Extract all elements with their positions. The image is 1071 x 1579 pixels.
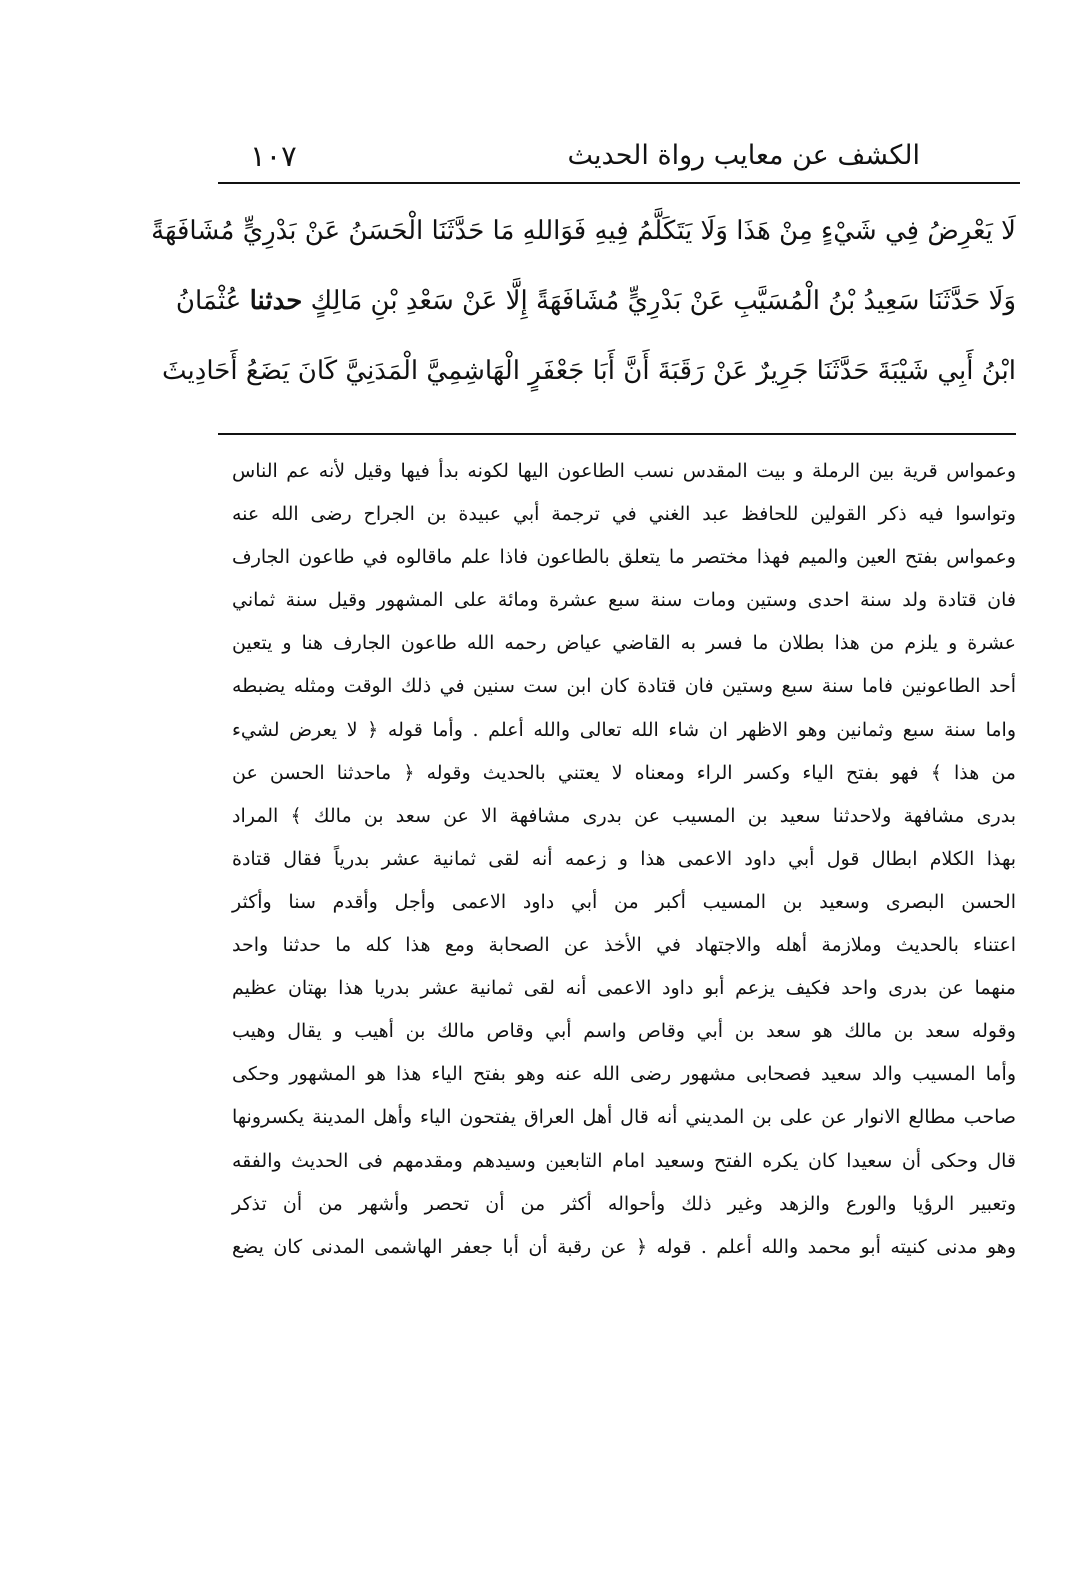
commentary-line: فان قتادة ولد سنة احدى وستين ومات سنة سبع عشرة ومائة على المشهور وقيل سنة ثماني	[232, 589, 1016, 612]
commentary-line: اعتناء بالحديث وملازمة أهله والاجتهاد في الأخذ عن الصحابة ومع هذا كله ما حدثنا واحد	[232, 934, 1016, 957]
commentary-line: بهذا الكلام ابطال قول أبي داود الاعمى هذا و زعمه أنه لقى ثمانية عشر بدرياً فقال قتادة	[232, 847, 1016, 870]
footnote-rule	[218, 433, 1016, 435]
page-header	[222, 136, 1020, 180]
hadith-line-tail: عُثْمَانُ	[175, 286, 242, 316]
commentary-line: واما سنة سبع وثمانين وهو الاظهر ان شاء الله تعالى والله أعلم . وأما قوله ﴿ لا يعرض لشيء	[232, 718, 1016, 741]
commentary-line: بدرى مشافهة ولاحدثنا سعيد بن المسيب عن بدرى مشافهة الا عن سعد بن مالك ﴾ المراد	[232, 804, 1016, 827]
commentary-line: منهما عن بدرى واحد فكيف يزعم أبو داود الاعمى أنه لقى ثمانية عشر بدريا هذا بهتان عظيم	[232, 977, 1016, 1000]
hadith-line	[151, 196, 1016, 266]
hadith-line-text: ابْنُ أَبِي شَيْبَةَ حَدَّثَنَا جَرِيرٌ عَنْ رَقَبَةَ أَنَّ أَبَا جَعْفَرٍ الْهَاشِمِيَّ الْمَدَنِيَّ كَانَ يَضَعُ أَحَادِيثَ	[162, 356, 1016, 386]
commentary-line: وتعبير الرؤيا والورع والزهد وغير ذلك وأحواله أكثر من أن تحصر وأشهر من أن تذكر	[232, 1192, 1016, 1215]
commentary-line: من هذا ﴾ فهو بفتح الياء وكسر الراء ومعناه لا يعتني بالحديث وقوله ﴿ ماحدثنا الحسن عن	[232, 761, 1016, 784]
hadith-text	[151, 196, 1016, 406]
commentary-line: الحسن البصرى وسعيد بن المسيب أكبر من أبي داود الاعمى وأجل وأقدم سنا وأكثر	[232, 890, 1016, 913]
commentary-line: وعمواس قرية بين الرملة و بيت المقدس نسب الطاعون اليها لكونه بدأ فيها وقيل لأنه عم الناس	[232, 460, 1016, 482]
page-number: ١٠٧	[250, 139, 297, 173]
commentary-line: وعمواس بفتح العين والميم فهذا مختصر ما يتعلق بالطاعون فاذا علم ماقالوه في طاعون الجارف	[232, 546, 1016, 569]
commentary-line: وهو مدنى كنيته أبو محمد والله أعلم . قوله ﴿ عن رقبة أن أبا جعفر الهاشمى المدنى كان يضع	[232, 1235, 1016, 1258]
hadith-line	[175, 266, 1016, 336]
header-rule	[218, 182, 1020, 184]
commentary-line: عشرة و يلزم من هذا بطلان ما فسر به القاضي عياض رحمه الله طاعون الجارف هنا و يتعين	[232, 632, 1016, 655]
hadith-line	[162, 336, 1016, 406]
commentary-line: صاحب مطالع الانوار عن على بن المديني أنه قال أهل العراق يفتحون الياء وأهل المدينة يكسرونها	[232, 1106, 1016, 1129]
running-title: الكشف عن معايب رواة الحديث	[567, 140, 920, 171]
commentary-line: وقوله سعد بن مالك هو سعد بن أبي وقاص واسم أبي وقاص مالك بن أهيب و يقال وهيب	[232, 1020, 1016, 1043]
commentary-line: أحد الطاعونين فاما سنة سبع وستين فان قتادة كان ابن ست سنين في ذلك الوقت ومثله يضبطه	[232, 675, 1016, 698]
hadith-line-text: وَلَا حَدَّثَنَا سَعِيدُ بْنُ الْمُسَيَّبِ عَنْ بَدْرِيٍّ مُشَافَهَةً إِلَّا عَنْ سَعْدِ بْنِ مَالِكٍ	[310, 286, 1016, 316]
commentary-line: قال وحكى أن سعيدا كان يكره الفتح وسعيد امام التابعين وسيدهم ومقدمهم فى الحديث والفقه	[232, 1149, 1016, 1172]
commentary-line: وأما المسيب والد سعيد فصحابى مشهور رضى الله عنه وهو بفتح الياء هذا هو المشهور وحكى	[232, 1063, 1016, 1086]
commentary-line: وتواسوا فيه ذكر القولين للحافظ عبد الغني في ترجمة أبي عبيدة بن الجراح رضى الله عنه	[232, 503, 1016, 526]
narration-marker: حدثنا	[249, 286, 303, 316]
hadith-line-text: لَا يَعْرِضُ فِي شَيْءٍ مِنْ هَذَا وَلَا يَتَكَلَّمُ فِيهِ فَوَاللهِ مَا حَدَّثَنَا الْحَسَنُ عَنْ بَدْرِيٍّ مُشَافَهَةً	[151, 216, 1016, 246]
commentary-block	[232, 450, 1016, 1269]
